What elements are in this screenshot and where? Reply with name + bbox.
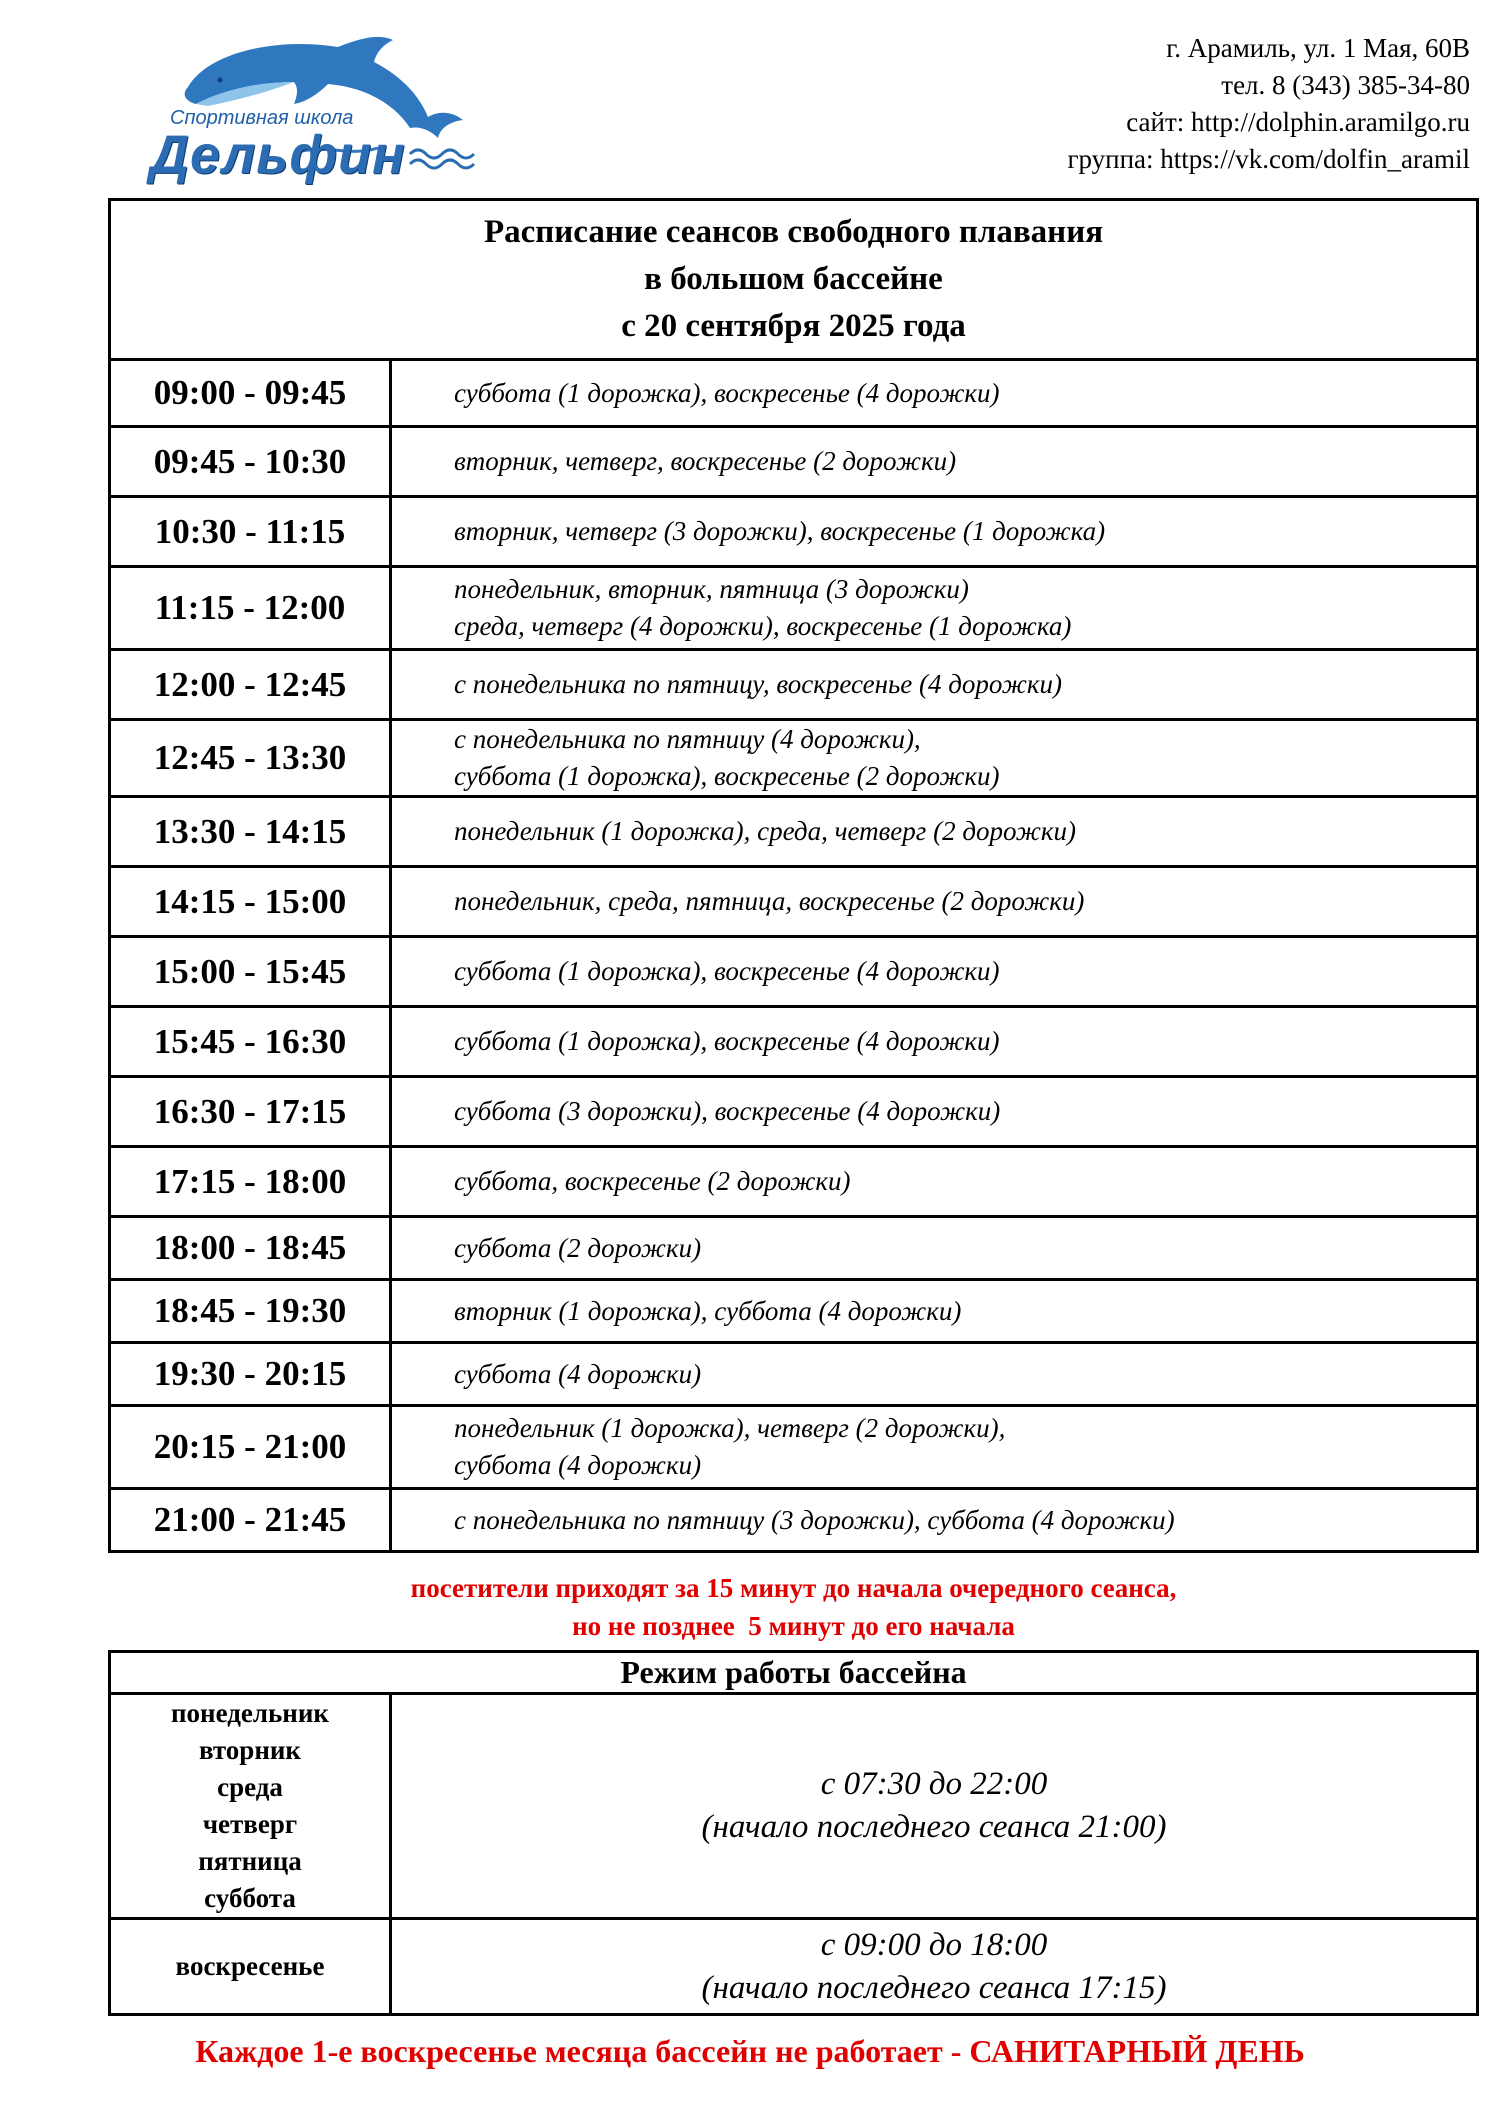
schedule-row — [110, 720, 1478, 797]
session-time: 13:30 - 14:15 — [110, 797, 391, 867]
title-line: в большом бассейне — [644, 261, 943, 297]
weekday: среда — [217, 1772, 283, 1802]
session-days — [391, 1343, 1478, 1406]
contact-phone: тел. 8 (343) 385-34-80 — [1221, 70, 1470, 100]
notice-line: но не позднее 5 минут до его начала — [572, 1611, 1015, 1641]
schedule-row — [110, 567, 1478, 650]
weekday: пятница — [198, 1846, 302, 1876]
working-hours-row — [110, 1694, 1478, 1919]
schedule-row — [110, 1406, 1478, 1489]
session-time: 19:30 - 20:15 — [110, 1343, 391, 1406]
session-days — [391, 427, 1478, 497]
session-time: 11:15 - 12:00 — [110, 567, 391, 650]
sanitary-day-notice: Каждое 1-е воскресенье месяца бассейн не работает - САНИТАРНЫЙ ДЕНЬ — [195, 2033, 1305, 2069]
session-days — [391, 1489, 1478, 1552]
session-time: 09:45 - 10:30 — [110, 427, 391, 497]
session-time: 20:15 - 21:00 — [110, 1406, 391, 1489]
schedule-row — [110, 1280, 1478, 1343]
session-time: 16:30 - 17:15 — [110, 1077, 391, 1147]
schedule-row — [110, 867, 1478, 937]
session-time: 17:15 - 18:00 — [110, 1147, 391, 1217]
schedule-row — [110, 937, 1478, 1007]
days-line: понедельник (1 дорожка), четверг (2 дорожки), — [454, 1413, 1006, 1443]
days-line: среда, четверг (4 дорожки), воскресенье (1 дорожка) — [454, 611, 1072, 641]
hours-range: с 07:30 до 22:00 — [820, 1766, 1048, 1802]
days-line: с понедельника по пятницу, воскресенье (4 дорожки) — [454, 669, 1062, 699]
session-days — [391, 650, 1478, 720]
days-line: суббота (3 дорожки), воскресенье (4 дорожки) — [454, 1096, 1001, 1126]
schedule-row — [110, 497, 1478, 567]
schedule-row — [110, 1217, 1478, 1280]
days-line: суббота, воскресенье (2 дорожки) — [454, 1166, 851, 1196]
session-time: 10:30 - 11:15 — [110, 497, 391, 567]
schedule-table — [108, 198, 1479, 1553]
last-session-note: (начало последнего сеанса 17:15) — [701, 1969, 1167, 2006]
logo-caption: Спортивная школа — [170, 107, 354, 129]
days-line: с понедельника по пятницу (3 дорожки), суббота (4 дорожки) — [454, 1504, 1175, 1535]
days-line: понедельник, вторник, пятница (3 дорожки) — [454, 574, 969, 604]
schedule-row — [110, 1147, 1478, 1217]
working-hours-title: Режим работы бассейна — [110, 1652, 1478, 1694]
days-line: понедельник, среда, пятница, воскресенье (2 дорожки) — [454, 886, 1085, 916]
hours-range: с 09:00 до 18:00 — [820, 1926, 1048, 1963]
session-time: 15:00 - 15:45 — [110, 937, 391, 1007]
session-days — [391, 360, 1478, 427]
school-logo — [148, 32, 488, 185]
days-line: суббота (1 дорожка), воскресенье (4 дорожки) — [454, 956, 1000, 986]
days-line: суббота (1 дорожка), воскресенье (4 дорожки) — [454, 1026, 1000, 1056]
weekday-list — [110, 1694, 391, 1919]
schedule-row — [110, 1343, 1478, 1406]
session-days — [391, 1217, 1478, 1280]
arrival-notice — [108, 1569, 1479, 1645]
session-time: 12:00 - 12:45 — [110, 650, 391, 720]
session-time: 18:45 - 19:30 — [110, 1280, 391, 1343]
title-line: с 20 сентября 2025 года — [621, 308, 966, 344]
days-line: суббота (4 дорожки) — [454, 1358, 702, 1389]
waves-icon — [406, 140, 486, 180]
schedule-row — [110, 360, 1478, 427]
schedule-row — [110, 1007, 1478, 1077]
session-time: 15:45 - 16:30 — [110, 1007, 391, 1077]
days-line: суббота (1 дорожка), воскресенье (2 дорожки) — [454, 761, 1000, 791]
days-line: с понедельника по пятницу (4 дорожки), — [454, 724, 921, 754]
session-time: 14:15 - 15:00 — [110, 867, 391, 937]
hours-cell — [391, 1694, 1478, 1919]
weekday-list — [110, 1919, 391, 2015]
session-days — [391, 567, 1478, 650]
days-line: понедельник (1 дорожка), среда, четверг (2 дорожки) — [454, 816, 1077, 846]
session-days — [391, 1280, 1478, 1343]
session-days — [391, 1077, 1478, 1147]
schedule-row — [110, 797, 1478, 867]
session-time: 18:00 - 18:45 — [110, 1217, 391, 1280]
schedule-row — [110, 427, 1478, 497]
working-hours-row — [110, 1919, 1478, 2015]
schedule-title — [110, 200, 1478, 360]
days-line: вторник, четверг, воскресенье (2 дорожки) — [454, 446, 957, 476]
weekday: суббота — [204, 1883, 296, 1913]
session-days — [391, 937, 1478, 1007]
last-session-note: (начало последнего сеанса 21:00) — [701, 1809, 1167, 1845]
days-line: суббота (4 дорожки) — [454, 1450, 702, 1480]
session-days — [391, 867, 1478, 937]
session-time: 09:00 - 09:45 — [110, 360, 391, 427]
days-line: вторник, четверг (3 дорожки), воскресенье (1 дорожка) — [454, 516, 1106, 546]
weekday: воскресенье — [175, 1951, 325, 1981]
contact-group[interactable]: группа: https://vk.com/dolfin_aramil — [1067, 144, 1470, 174]
schedule-row — [110, 1489, 1478, 1552]
session-days — [391, 720, 1478, 797]
days-line: вторник (1 дорожка), суббота (4 дорожки) — [454, 1295, 962, 1326]
hours-cell — [391, 1919, 1478, 2015]
session-time: 21:00 - 21:45 — [110, 1489, 391, 1552]
logo-name: Дельфин — [150, 125, 406, 185]
contact-site[interactable]: сайт: http://dolphin.aramilgo.ru — [1126, 107, 1470, 137]
contact-address: г. Арамиль, ул. 1 Мая, 60В — [1166, 33, 1470, 63]
title-line: Расписание сеансов свободного плавания — [483, 214, 1104, 250]
working-hours-title-row — [110, 1652, 1478, 1694]
session-days — [391, 497, 1478, 567]
session-days — [391, 1147, 1478, 1217]
session-days — [391, 797, 1478, 867]
schedule-row — [110, 650, 1478, 720]
schedule-row — [110, 1077, 1478, 1147]
weekday: понедельник — [171, 1698, 329, 1728]
contacts-block — [1067, 30, 1470, 178]
weekday: четверг — [202, 1809, 298, 1839]
schedule-title-row — [110, 200, 1478, 360]
session-days — [391, 1007, 1478, 1077]
days-line: суббота (1 дорожка), воскресенье (4 дорожки) — [454, 377, 1000, 408]
notice-line: посетители приходят за 15 минут до начала очередного сеанса, — [410, 1573, 1177, 1603]
session-time: 12:45 - 13:30 — [110, 720, 391, 797]
session-days — [391, 1406, 1478, 1489]
working-hours-table — [108, 1650, 1479, 2016]
days-line: суббота (2 дорожки) — [454, 1232, 702, 1263]
weekday: вторник — [198, 1735, 301, 1765]
